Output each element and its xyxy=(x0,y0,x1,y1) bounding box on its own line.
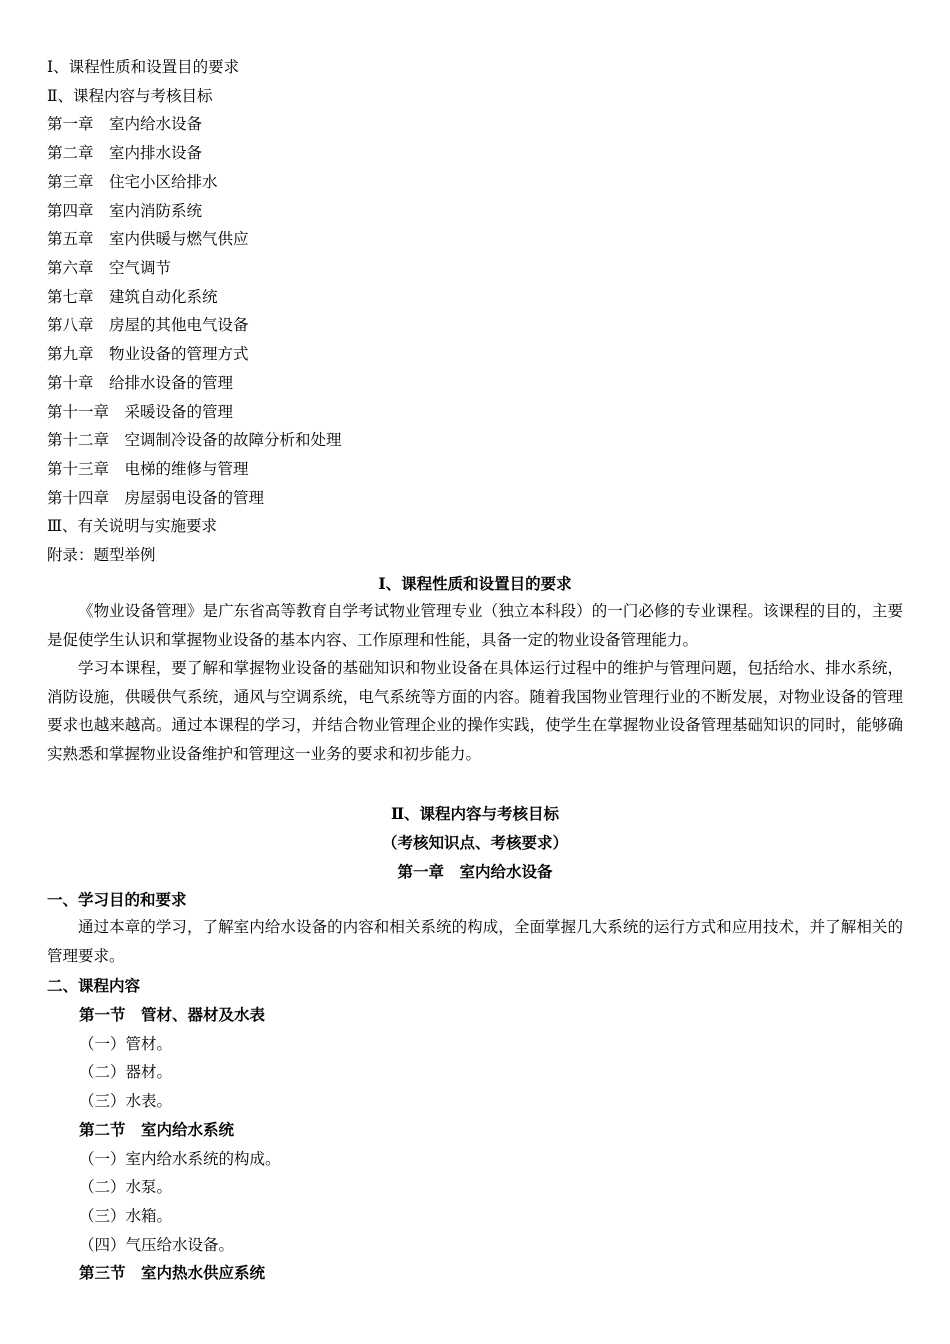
toc-item: 第十一章 采暖设备的管理 xyxy=(47,403,234,421)
section-heading: Ⅰ、课程性质和设置目的要求 xyxy=(378,574,572,593)
node-title: 第一节 管材、器材及水表 xyxy=(79,1005,266,1024)
list-item: （三）水箱。 xyxy=(79,1207,173,1225)
toc-item: 第二章 室内排水设备 xyxy=(47,144,203,162)
paragraph: 通过本章的学习，了解室内给水设备的内容和相关系统的构成，全面掌握几大系统的运行方式和应用技术，并了解相关的管理要求。 xyxy=(47,918,903,965)
section-subheading: （考核知识点、考核要求） xyxy=(381,833,568,852)
toc-item: 第十三章 电梯的维修与管理 xyxy=(47,460,249,478)
toc-item: 第三章 住宅小区给排水 xyxy=(47,173,218,191)
list-item: （一）管材。 xyxy=(79,1035,173,1053)
toc-item: Ⅱ、课程内容与考核目标 xyxy=(47,87,213,105)
list-item: （一）室内给水系统的构成。 xyxy=(79,1150,281,1168)
toc-item: 第五章 室内供暖与燃气供应 xyxy=(47,230,249,248)
toc-item: 第七章 建筑自动化系统 xyxy=(47,288,218,306)
toc-item: 第一章 室内给水设备 xyxy=(47,115,203,133)
toc-item: 第六章 空气调节 xyxy=(47,259,172,277)
chapter-title: 第一章 室内给水设备 xyxy=(397,862,553,881)
toc-item: 第十章 给排水设备的管理 xyxy=(47,374,234,392)
list-item: （四）气压给水设备。 xyxy=(79,1236,235,1254)
section-heading: Ⅱ、课程内容与考核目标 xyxy=(390,804,560,823)
list-item: （三）水表。 xyxy=(79,1092,173,1110)
toc-item: Ⅰ、课程性质和设置目的要求 xyxy=(47,58,240,76)
toc-item: 附录：题型举例 xyxy=(47,546,156,564)
node-title: 第二节 室内给水系统 xyxy=(79,1120,235,1139)
toc-item: 第四章 室内消防系统 xyxy=(47,202,203,220)
toc-item: 第十二章 空调制冷设备的故障分析和处理 xyxy=(47,431,342,449)
list-item: （二）水泵。 xyxy=(79,1178,173,1196)
content-title: 二、课程内容 xyxy=(47,976,141,995)
paragraph: 《物业设备管理》是广东省高等教育自学考试物业管理专业（独立本科段）的一门必修的专业课程。该课程的目的，主要是促使学生认识和掌握物业设备的基本内容、工作原理和性能，具备一定的物业设备管理能力。 xyxy=(47,602,903,649)
toc-item: 第十四章 房屋弱电设备的管理 xyxy=(47,489,265,507)
toc-item: 第八章 房屋的其他电气设备 xyxy=(47,316,249,334)
toc-item: 第九章 物业设备的管理方式 xyxy=(47,345,249,363)
node-title: 第三节 室内热水供应系统 xyxy=(79,1263,266,1282)
goal-title: 一、学习目的和要求 xyxy=(47,890,187,909)
list-item: （二）器材。 xyxy=(79,1063,173,1081)
paragraph: 学习本课程，要了解和掌握物业设备的基础知识和物业设备在具体运行过程中的维护与管理问题，包括给水、排水系统，消防设施，供暖供气系统，通风与空调系统，电气系统等方面的内容。随着我国物业管理行业的不断发展，对物业设备的管理要求也越来越高。通过本课程的学习，并结合物业管理企业的操作实践，使学生在掌握物业设备管理基础知识的同时，能够确实熟悉和掌握物业设备维护和管理这一业务的要求和初步能力。 xyxy=(47,659,903,764)
toc-item: Ⅲ、有关说明与实施要求 xyxy=(47,517,217,535)
